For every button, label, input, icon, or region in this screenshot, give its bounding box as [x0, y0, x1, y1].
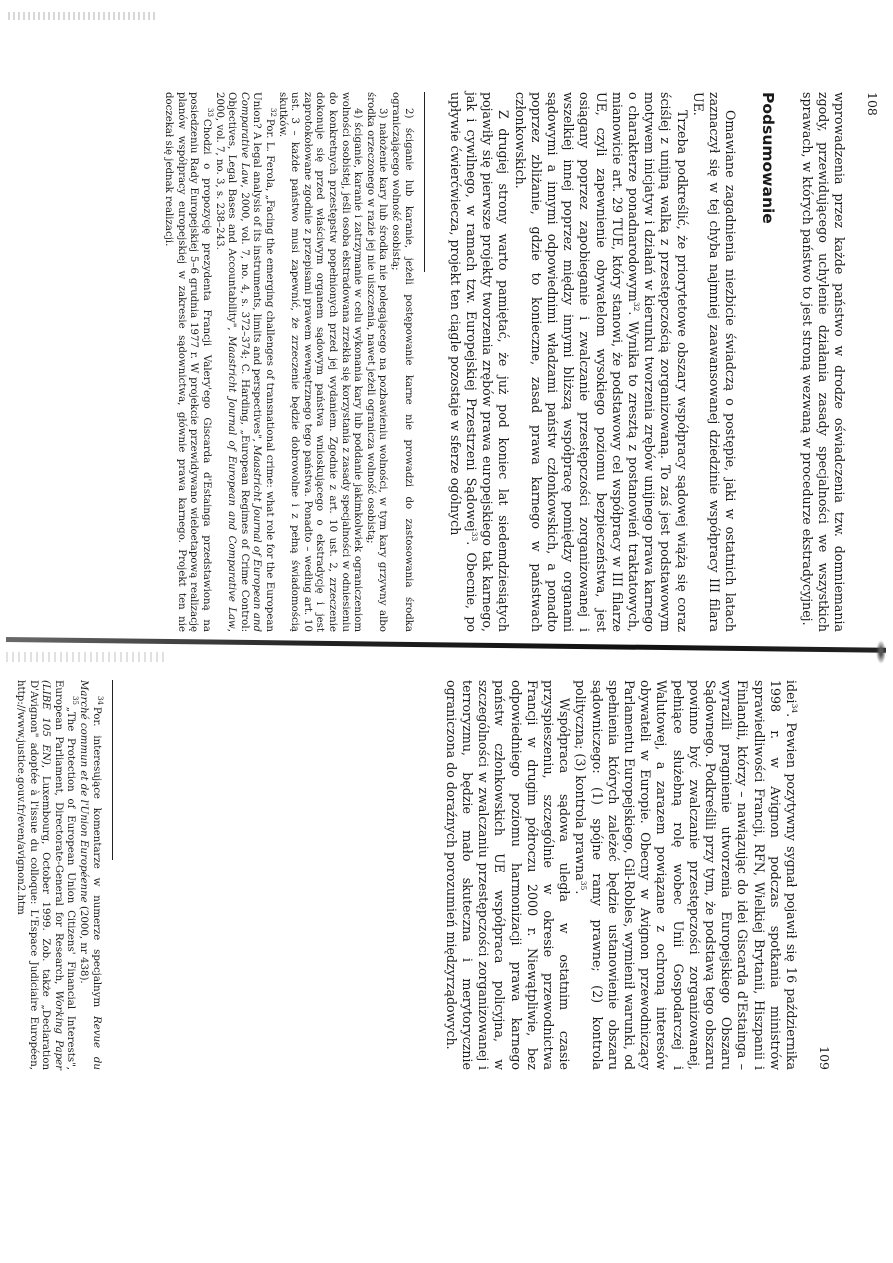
body-text	[447, 92, 847, 632]
footnotes	[162, 92, 414, 632]
footnote-separator	[424, 92, 425, 272]
section-title: Podsumowanie	[759, 92, 778, 224]
scan-artifact-gutter	[6, 652, 166, 662]
page-109	[14, 680, 832, 1071]
paragraph: idei$^{34}$. Pewien pozytywny sygnał pojawił się 16 października 1998 r. w Avignon podczas spotkania ministrów sprawiedliwości Francji, RFN, Wielkiej Brytanii, Hiszpanii i Finlandii, którzy – nawiązując do idei Giscarda d'Estainga – wyrazili pragnienie utworzenia Europejskiego Obszaru Sądownego. Podkreślili przy tym, że podstawą tego obszaru powinno być zwalczanie przestępczości zorganizowanej, pełniące służebną rolę wobec Unii Gospodarczej i Walutowej, a zarazem powiązane z ochroną interesów obywateli w Europie. Obecny w Avignon przewodniczący Parlamentu Europejskiego, Gil-Robles, wymienił warunki, od spełnienia których zależeć będzie ustanowienie obszaru sądowniczego: (1) spójne ramy prawne; (2) kontrola polityczna; (3) kontrola prawna$^{35}$.	[573, 680, 800, 1070]
paragraph: Omawiane zagadnienia niezbicie świadczą o postępie, jaki w ostatnich latach zaznaczył się w tej chyba najmniej zaawansowanej dziedzinie współpracy III filara UE.	[690, 92, 739, 632]
book-gutter-shadow	[6, 637, 886, 653]
footnote-33: $^{33}$Chodzi o propozycję prezydenta Francji Valery'ego Giscarda d'Estainga przedstawioną na posiedzeniu Rady Europejskiej 5–6 grudnia 1977 r. W projekcie przewidywano wieloetapową realizację planów współpracy europejskiej w zakresie sądownictwa, głównie prawa karnego. Projekt ten nie doczekał się jednak realizacji.	[163, 92, 215, 632]
footnote-34: $^{34}$Por. interesujące komentarze w numerze specjalnym Revue du Marché commun et de l'Union Européenne (2000, nr 438).	[77, 680, 104, 1070]
footnotes	[13, 680, 104, 1071]
footnote-separator	[112, 680, 113, 860]
footnote-ref[interactable]: 34	[790, 703, 800, 714]
continuation-paragraph: wprowadzenia przez każde państwo w drodze oświadczenia tzw. domniemania zgody, przewidującego uchylenie działania zasady specjalności we wszystkich sprawach, w których państwo to jest stroną wezwaną w procedurze ekstradycyjnej.	[799, 92, 847, 632]
footnote-ref[interactable]: 33	[470, 531, 480, 542]
paragraph: Z drugiej strony warto pamiętać, że już pod koniec lat siedemdziesiątych pojawiły się pierwsze projekty tworzenia zrębów prawa europejskiego tak karnego, jak i cywilnego, w ramach tzw. Europejskiej Przestrzeni Sądowej$^{33}$. Obecnie, po upływie ćwierćwiecza, projekt ten ciągle pozostaje w sferze ogólnych	[447, 92, 512, 632]
footnote-ref[interactable]: 32	[632, 301, 642, 312]
footnote-continuation: 2) ściganie lub karanie, jeżeli postępowanie karne nie prowadzi do zastosowania środka ograniczającego wolność osobistą;	[389, 92, 414, 632]
page-number: 108	[865, 92, 880, 116]
scan-artifact-top	[8, 12, 158, 20]
page-number: 109	[817, 1046, 832, 1070]
paragraph: Współpraca sądowa uległa w ostatnim czasie przyspieszeniu, szczególnie w okresie przewodnictwa Francji w drugim półroczu 2000 r. Niewątpliwie, bez odpowiedniego poziomu harmonizacji prawa karnego państw członkowskich UE współpraca policyjna, w szczególności w zwalczaniu przestępczości zorganizowanej i terroryzmu, będzie mało skuteczna i merytorycznie ograniczona do doraźnych porozumień międzyrządowych.	[443, 680, 573, 1070]
scan-artifact-corner	[876, 640, 886, 664]
body-text	[443, 680, 799, 1070]
page-108	[18, 92, 880, 632]
footnote-continuation: 4) ściganie, karanie i zatrzymanie w celu wykonania kary lub poddanie jakimkolwiek ograniczeniom wolności osobistej, jeśli osoba ekstradowana zrzekła się korzystania z zasady specjalności w odniesieniu do konkretnych przestępstw popełnionych przed jej wydaniem. Zgodnie z art. 10 ust. 2, zrzeczenie dokonuje się przed właściwym organem sądowym państwa wnioskującego o ekstradycję i jest zaprotokołowane zgodnie z przepisami prawem wewnętrznego tego państwa. Ponadto – według art. 10 ust. 3 – każde państwo musi zapewnić, że zrzeczenie będzie dobrowolne i z pełną świadomością skutków.	[276, 92, 364, 632]
footnote-32: $^{32}$Por. L. Ferola, „Facing the emerging challenges of transnational crime: what role for the European Union? A legal analysis of its instruments, limits and perspectives", Maastricht Journal of European and Comparative Law, 2000, vol. 7, no. 4, s. 372–374; C. Harding, „European Regimes of Crime Control: Objectives, Legal Bases and Accountability", Maastricht Journal of European and Comparative Law, 2000, vol. 7, no. 3, s. 238–243.	[213, 92, 278, 633]
footnote-continuation: 3) nałożenie kary lub środka nie polegającego na pozbawieniu wolności, w tym kary grzywny albo środka orzeczonego w razie jej nie uiszczenia, nawet jeżeli ogranicza wolność osobistą;	[364, 92, 389, 632]
footnote-ref[interactable]: 35	[579, 880, 589, 891]
paragraph: Trzeba podkreślić, że priorytetowe obszary współpracy sądowej wiążą się coraz ściślej z unijną walką z przestępczością zorganizowaną. To zaś jest podstawowym motywem inicjatyw i działań w kierunku tworzenia zrębów unijnego prawa karnego o charakterze ponadnarodowym$^{32}$. Wynika to zresztą z postanowień traktatowych, mianowicie art. 29 TUE, który stanowi, że podstawowy cel współpracy w III filarze UE, czyli zapewnienie obywatelom wysokiego poziomu bezpieczeństwa, jest osiągany poprzez zapobieganie i zwalczanie przestępczości zorganizowanej i wszelkiej innej poprzez między innymi bliższą współpracę pomiędzy organami sądowymi a innymi odpowiednimi władzami państw członkowskich, a ponadto poprzez zbliżanie, gdzie to konieczne, zasad prawa karnego w państwach członkowskich.	[512, 92, 690, 632]
footnote-35: $^{35}$„The Protection of European Union Citizens' Financial Interests", European Parliament, Directorate-General for Research, Working Paper (LIBE 105 EN), Luxembourg, October 1999. Zob. także „Declaration D'Avignon" adoptée à l'issue du colloque: L'Espace Judiciaire Européen, http://www.justice.gouv.fr/even/avignon2.htm	[14, 680, 79, 1071]
